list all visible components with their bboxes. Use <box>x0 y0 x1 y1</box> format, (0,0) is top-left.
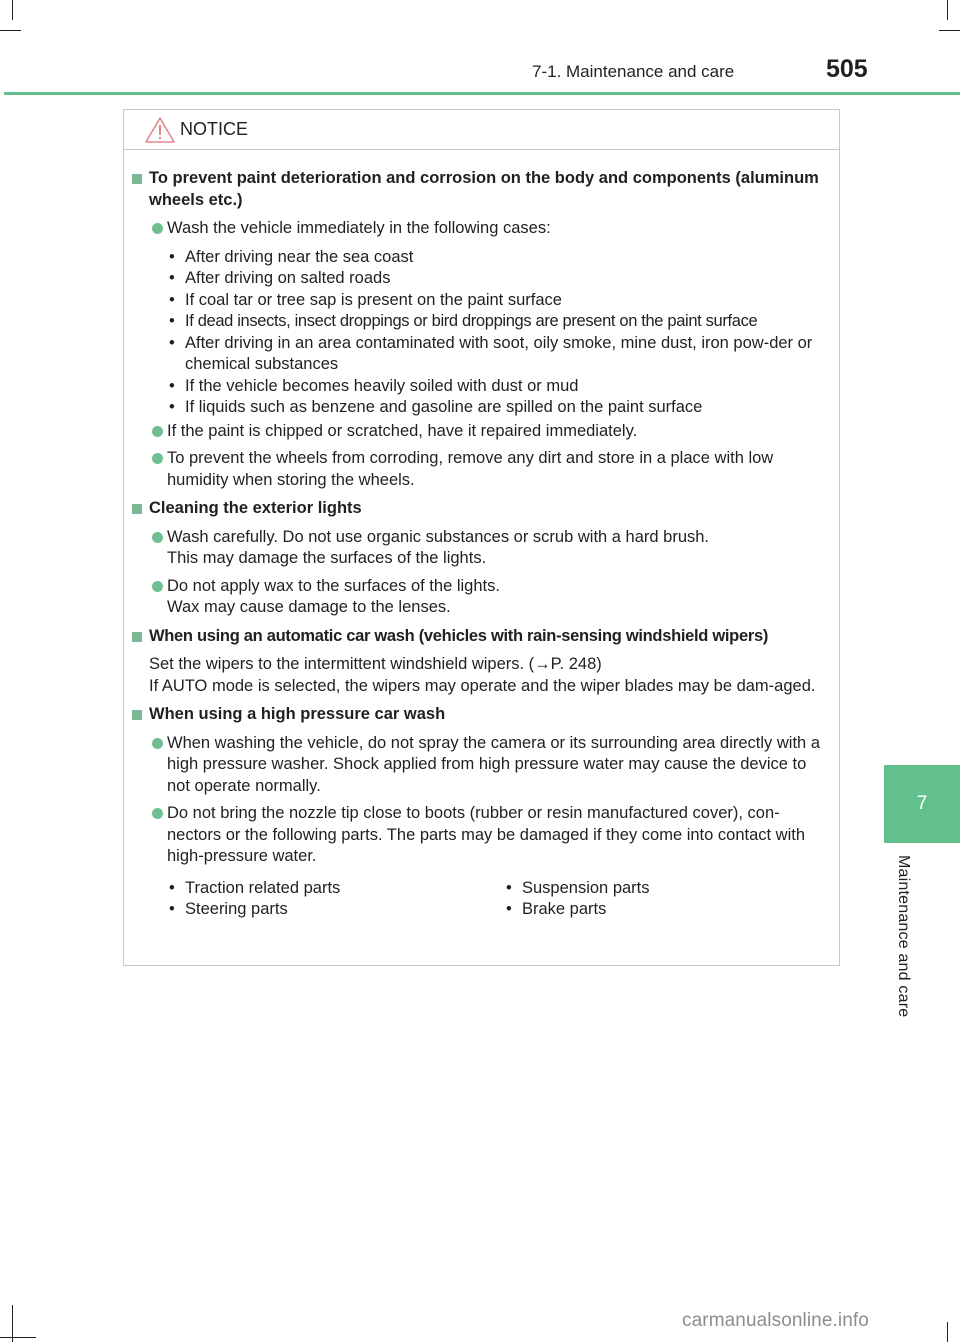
notice-header <box>124 110 839 150</box>
sub-item: • Brake parts <box>504 899 841 921</box>
parts-column-right <box>504 878 841 921</box>
chapter-number: 7 <box>916 793 928 814</box>
section-heading: Cleaning the exterior lights <box>124 498 841 520</box>
warning-triangle-icon <box>144 116 176 144</box>
crop-mark <box>0 1337 36 1338</box>
header-rule <box>4 92 960 95</box>
list-item: Do not apply wax to the surfaces of the lights. Wax may cause damage to the lenses. <box>124 576 841 619</box>
watermark: carmanualsonline.info <box>682 1310 869 1331</box>
sub-item: • After driving near the sea coast <box>167 247 841 269</box>
list-item: Wash carefully. Do not use organic substances or scrub with a hard brush. This may damage the surfaces of the lights. <box>124 527 841 570</box>
circle-bullet-icon <box>152 532 163 543</box>
list-item: To prevent the wheels from corroding, remove any dirt and store in a place with low humidity when storing the wheels. <box>124 448 841 491</box>
paragraph: Set the wipers to the intermittent windshield wipers. (→P. 248) If AUTO mode is selected, the wipers may operate and the wiper blades may be dam-aged. <box>149 655 816 695</box>
parts-list <box>124 878 841 921</box>
square-bullet-icon <box>132 710 142 720</box>
sub-item: • If liquids such as benzene and gasoline are spilled on the paint surface <box>167 397 841 419</box>
list-item: When washing the vehicle, do not spray the camera or its surrounding area directly with a high pressure washer. Shock applied from high pressure water may cause the device to not operate normally. <box>124 733 841 798</box>
circle-bullet-icon <box>152 581 163 592</box>
section-heading: To prevent paint deterioration and corrosion on the body and components (aluminum wheels etc.) <box>124 168 841 211</box>
sub-item: • After driving on salted roads <box>167 268 841 290</box>
section-heading: When using a high pressure car wash <box>124 704 841 726</box>
sub-item: • Suspension parts <box>504 878 841 900</box>
notice-box <box>123 109 840 966</box>
sub-item: • If dead insects, insect droppings or bird droppings are present on the paint surface <box>167 311 841 333</box>
circle-bullet-icon <box>152 738 163 749</box>
list-item: Do not bring the nozzle tip close to boots (rubber or resin manufactured cover), con-nectors or the following parts. The parts may be damaged if they come into contact with high-pressure water. <box>124 803 841 868</box>
parts-column-left <box>167 878 504 921</box>
notice-title: NOTICE <box>180 119 249 139</box>
crop-mark <box>12 0 13 20</box>
notice-body <box>124 168 841 921</box>
sub-item: • If the vehicle becomes heavily soiled with dust or mud <box>167 376 841 398</box>
section-heading: When using an automatic car wash (vehicles with rain-sensing windshield wipers) <box>124 626 841 648</box>
section-title: 7-1. Maintenance and care <box>532 62 735 81</box>
crop-mark <box>0 30 21 31</box>
sub-list <box>124 247 841 419</box>
sub-item: • After driving in an area contaminated with soot, oily smoke, mine dust, iron pow-der or chemical substances <box>167 333 841 376</box>
sub-item: • Traction related parts <box>167 878 504 900</box>
sub-item: • Steering parts <box>167 899 504 921</box>
circle-bullet-icon <box>152 808 163 819</box>
circle-bullet-icon <box>152 223 163 234</box>
crop-mark <box>12 1305 13 1342</box>
circle-bullet-icon <box>152 426 163 437</box>
chapter-tab <box>884 765 960 843</box>
list-item: Wash the vehicle immediately in the following cases: <box>124 218 841 240</box>
circle-bullet-icon <box>152 453 163 464</box>
page-number: 505 <box>826 55 868 83</box>
chapter-title: Maintenance and care <box>895 855 912 1018</box>
list-item: If the paint is chipped or scratched, have it repaired immediately. <box>124 421 841 443</box>
crop-mark <box>947 0 948 20</box>
square-bullet-icon <box>132 632 142 642</box>
square-bullet-icon <box>132 174 142 184</box>
crop-mark <box>939 30 960 31</box>
sub-item: • If coal tar or tree sap is present on the paint surface <box>167 290 841 312</box>
square-bullet-icon <box>132 504 142 514</box>
crop-mark <box>947 1322 948 1342</box>
